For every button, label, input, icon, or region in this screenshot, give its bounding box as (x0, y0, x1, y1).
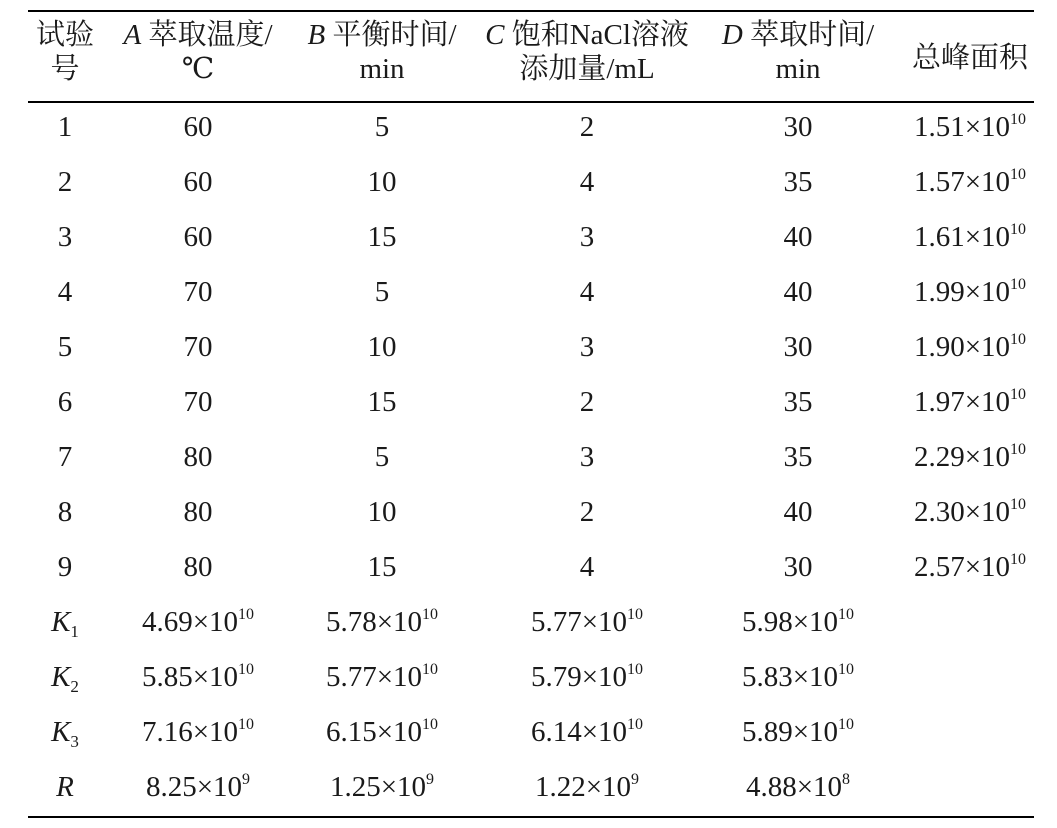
header-factor-c-unit: 添加量/mL (519, 53, 655, 85)
row-7-area (895, 440, 1045, 474)
row-7-b: 5 (374, 441, 390, 473)
row-6-area (895, 385, 1045, 419)
row-2-area-exponent: 10 (1010, 166, 1027, 183)
stat-k2-label (30, 660, 100, 694)
row-3-c: 3 (579, 221, 595, 253)
stat-k3-a-mantissa: 7.16×10 (141, 716, 239, 748)
row-1-no: 1 (57, 111, 73, 143)
row-2-c: 4 (579, 166, 595, 198)
row-8-d: 40 (783, 496, 813, 528)
row-8-area (895, 495, 1045, 529)
row-2-no: 2 (57, 166, 73, 198)
header-factor-c (470, 18, 704, 98)
stat-k2-a (108, 660, 288, 694)
stat-k1-d (708, 605, 888, 639)
row-8-c: 2 (579, 496, 595, 528)
stat-k1-label (30, 605, 100, 639)
row-4-a: 70 (183, 276, 213, 308)
row-1-d: 30 (783, 111, 813, 143)
stat-k2-d (708, 660, 888, 694)
stat-k2-c-exponent: 10 (627, 661, 644, 678)
stat-r-b-exponent: 9 (426, 771, 435, 788)
stat-r-d-exponent: 8 (842, 771, 851, 788)
row-3-a: 60 (183, 221, 213, 253)
stat-k1-c-exponent: 10 (627, 606, 644, 623)
stat-k1-letter: K (51, 606, 71, 638)
stat-r-b (292, 770, 472, 804)
stat-k3-subscript: 3 (70, 732, 79, 751)
header-factor-b-line1: 平衡时间/ (332, 19, 457, 51)
stat-k1-c (470, 605, 704, 639)
stat-k2-subscript: 2 (70, 677, 79, 696)
stat-r-c-mantissa: 1.22×10 (534, 771, 632, 803)
stat-k2-d-exponent: 10 (838, 661, 855, 678)
stat-k3-letter: K (51, 716, 71, 748)
header-test-no-line1: 试验 (35, 19, 94, 51)
stat-k2-letter: K (51, 661, 71, 693)
row-9-d: 30 (783, 551, 813, 583)
row-7-a: 80 (183, 441, 213, 473)
stat-r-d (708, 770, 888, 804)
stat-k3-d-mantissa: 5.89×10 (741, 716, 839, 748)
row-9-a: 80 (183, 551, 213, 583)
stat-k3-b-mantissa: 6.15×10 (325, 716, 423, 748)
row-5-d: 30 (783, 331, 813, 363)
header-factor-d (708, 18, 888, 98)
header-test-no (30, 18, 100, 98)
row-4-d: 40 (783, 276, 813, 308)
header-total-peak-area (895, 18, 1045, 98)
row-5-no: 5 (57, 331, 73, 363)
stat-r-letter: R (56, 771, 74, 803)
stat-k3-a (108, 715, 288, 749)
stat-k3-d (708, 715, 888, 749)
stat-k3-c-mantissa: 6.14×10 (530, 716, 628, 748)
row-7-c: 3 (579, 441, 595, 473)
header-factor-d-letter: D (721, 19, 743, 51)
row-3-area (895, 220, 1045, 254)
stat-k3-a-exponent: 10 (238, 716, 255, 733)
row-4-no: 4 (57, 276, 73, 308)
row-9-c: 4 (579, 551, 595, 583)
row-2-a: 60 (183, 166, 213, 198)
row-9-no: 9 (57, 551, 73, 583)
stat-r-a-mantissa: 8.25×10 (145, 771, 243, 803)
header-factor-a-letter: A (123, 19, 142, 51)
stat-r-d-mantissa: 4.88×10 (745, 771, 843, 803)
row-4-area-exponent: 10 (1010, 276, 1027, 293)
header-factor-c-line1: 饱和NaCl溶液 (511, 19, 689, 51)
stat-k1-c-mantissa: 5.77×10 (530, 606, 628, 638)
row-4-b: 5 (374, 276, 390, 308)
header-factor-b-letter: B (307, 19, 326, 51)
row-2-area-mantissa: 1.57×10 (913, 166, 1011, 198)
header-factor-a (108, 18, 288, 98)
stat-k1-a-exponent: 10 (238, 606, 255, 623)
stat-k3-label (30, 715, 100, 749)
row-9-area (895, 550, 1045, 584)
header-factor-c-letter: C (485, 19, 505, 51)
row-4-c: 4 (579, 276, 595, 308)
row-9-area-exponent: 10 (1010, 551, 1027, 568)
row-5-b: 10 (367, 331, 397, 363)
row-5-area-mantissa: 1.90×10 (913, 331, 1011, 363)
stat-r-c-exponent: 9 (631, 771, 640, 788)
row-4-area (895, 275, 1045, 309)
row-8-b: 10 (367, 496, 397, 528)
stat-r-a (108, 770, 288, 804)
stat-k1-b-exponent: 10 (422, 606, 439, 623)
row-7-area-mantissa: 2.29×10 (913, 441, 1011, 473)
row-6-no: 6 (57, 386, 73, 418)
stat-k2-d-mantissa: 5.83×10 (741, 661, 839, 693)
table-header-rule (28, 101, 1034, 103)
stat-k2-c (470, 660, 704, 694)
row-2-area (895, 165, 1045, 199)
header-factor-d-line1: 萃取时间/ (750, 19, 875, 51)
row-5-area-exponent: 10 (1010, 331, 1027, 348)
row-9-area-mantissa: 2.57×10 (913, 551, 1011, 583)
row-9-b: 15 (367, 551, 397, 583)
row-7-d: 35 (783, 441, 813, 473)
stat-k2-b (292, 660, 472, 694)
stat-k2-b-exponent: 10 (422, 661, 439, 678)
row-1-a: 60 (183, 111, 213, 143)
row-3-area-mantissa: 1.61×10 (913, 221, 1011, 253)
stat-k2-c-mantissa: 5.79×10 (530, 661, 628, 693)
row-6-b: 15 (367, 386, 397, 418)
stat-k1-a (108, 605, 288, 639)
row-4-area-mantissa: 1.99×10 (913, 276, 1011, 308)
stat-k3-c-exponent: 10 (627, 716, 644, 733)
row-6-area-mantissa: 1.97×10 (913, 386, 1011, 418)
row-3-no: 3 (57, 221, 73, 253)
row-1-area (895, 110, 1045, 144)
table-bottom-rule (28, 816, 1034, 818)
row-3-d: 40 (783, 221, 813, 253)
stat-r-a-exponent: 9 (242, 771, 251, 788)
header-total-peak-area-label: 总峰面积 (911, 42, 1028, 74)
table-top-rule (28, 10, 1034, 12)
header-factor-a-line1: 萃取温度/ (148, 19, 273, 51)
header-factor-b-unit: min (359, 53, 405, 85)
stat-k2-a-exponent: 10 (238, 661, 255, 678)
row-8-no: 8 (57, 496, 73, 528)
row-7-area-exponent: 10 (1010, 441, 1027, 458)
row-6-a: 70 (183, 386, 213, 418)
stat-k1-d-mantissa: 5.98×10 (741, 606, 839, 638)
header-test-no-line2: 号 (50, 53, 80, 85)
stat-r-c (470, 770, 704, 804)
row-8-a: 80 (183, 496, 213, 528)
row-5-c: 3 (579, 331, 595, 363)
row-3-area-exponent: 10 (1010, 221, 1027, 238)
stat-k1-b-mantissa: 5.78×10 (325, 606, 423, 638)
stat-k1-subscript: 1 (70, 622, 79, 641)
stat-k1-b (292, 605, 472, 639)
stat-k3-d-exponent: 10 (838, 716, 855, 733)
row-5-a: 70 (183, 331, 213, 363)
row-3-b: 15 (367, 221, 397, 253)
row-6-area-exponent: 10 (1010, 386, 1027, 403)
row-8-area-exponent: 10 (1010, 496, 1027, 513)
row-1-c: 2 (579, 111, 595, 143)
stat-k3-c (470, 715, 704, 749)
stat-k3-b-exponent: 10 (422, 716, 439, 733)
row-2-b: 10 (367, 166, 397, 198)
row-7-no: 7 (57, 441, 73, 473)
row-2-d: 35 (783, 166, 813, 198)
header-factor-b (292, 18, 472, 98)
row-1-b: 5 (374, 111, 390, 143)
row-6-d: 35 (783, 386, 813, 418)
stat-r-label (30, 770, 100, 804)
stat-k2-a-mantissa: 5.85×10 (141, 661, 239, 693)
stat-k3-b (292, 715, 472, 749)
row-6-c: 2 (579, 386, 595, 418)
stat-k1-a-mantissa: 4.69×10 (141, 606, 239, 638)
row-5-area (895, 330, 1045, 364)
row-1-area-mantissa: 1.51×10 (913, 111, 1011, 143)
stat-r-b-mantissa: 1.25×10 (329, 771, 427, 803)
header-factor-d-unit: min (775, 53, 821, 85)
header-factor-a-unit: ℃ (181, 53, 215, 85)
stat-k2-b-mantissa: 5.77×10 (325, 661, 423, 693)
stat-k1-d-exponent: 10 (838, 606, 855, 623)
row-8-area-mantissa: 2.30×10 (913, 496, 1011, 528)
row-1-area-exponent: 10 (1010, 111, 1027, 128)
